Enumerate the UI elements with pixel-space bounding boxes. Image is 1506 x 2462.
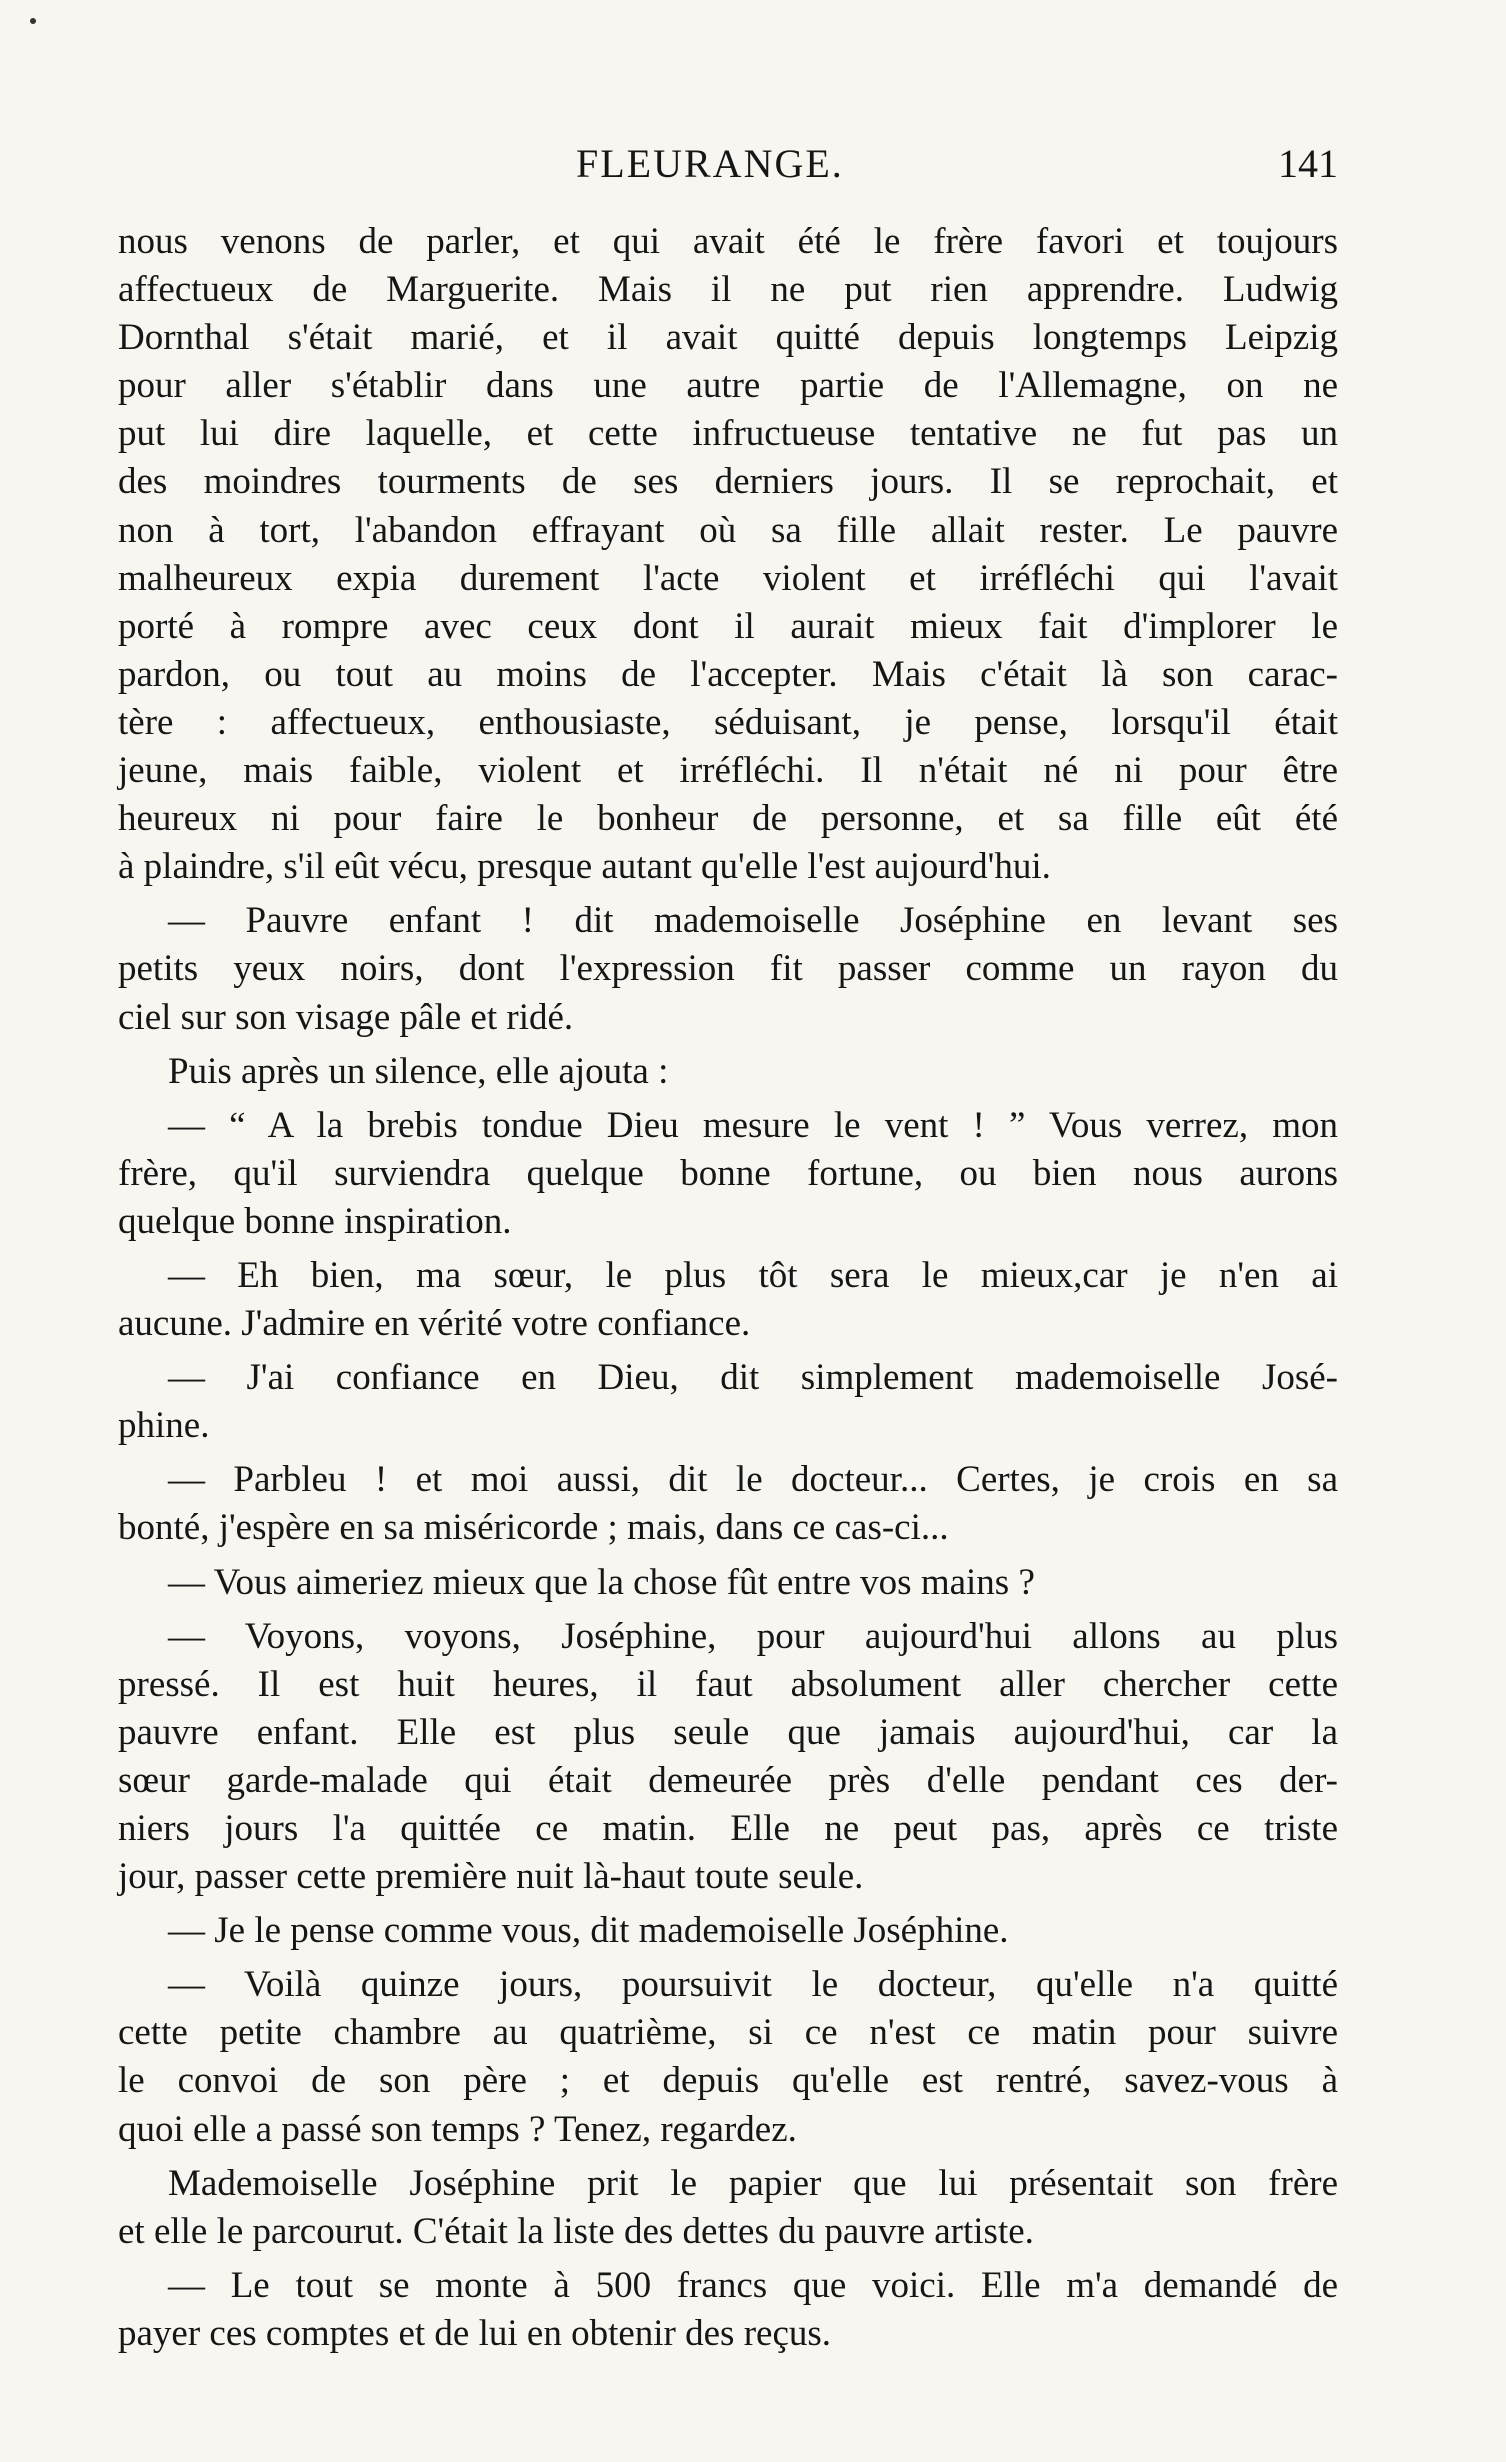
text-line: — Parbleu ! et moi aussi, dit le docteur... Certes, je crois en sa	[168, 1459, 1338, 1501]
text-line: — Pauvre enfant ! dit mademoiselle Joséphine en levant ses	[168, 900, 1338, 942]
text-line: — Voyons, voyons, Joséphine, pour aujourd'hui allons au plus	[168, 1615, 1338, 1657]
text-line: aucune. J'admire en vérité votre confiance.	[118, 1303, 751, 1345]
text-line: pauvre enfant. Elle est plus seule que jamais aujourd'hui, car la	[118, 1711, 1338, 1753]
corner-speck	[30, 18, 36, 24]
text-line: Mademoiselle Joséphine prit le papier que lui présentait son frère	[168, 2162, 1338, 2204]
body-text	[118, 218, 1338, 2358]
text-line: — Vous aimeriez mieux que la chose fût entre vos mains ?	[168, 1561, 1035, 1603]
text-line: phine.	[118, 1405, 210, 1447]
text-line: — Voilà quinze jours, poursuivit le docteur, qu'elle n'a quitté	[168, 1964, 1338, 2006]
text-line: affectueux de Marguerite. Mais il ne put rien apprendre. Ludwig	[118, 269, 1338, 311]
text-line: non à tort, l'abandon effrayant où sa fille allait rester. Le pauvre	[118, 509, 1338, 551]
text-line: porté à rompre avec ceux dont il aurait mieux fait d'implorer le	[118, 605, 1338, 647]
page-content	[118, 128, 1338, 2358]
text-line: des moindres tourments de ses derniers jours. Il se reprochait, et	[118, 461, 1338, 503]
text-line: nous venons de parler, et qui avait été le frère favori et toujours	[118, 221, 1338, 262]
text-line: payer ces comptes et de lui en obtenir des reçus.	[118, 2312, 832, 2354]
text-line: pressé. Il est huit heures, il faut absolument aller chercher cette	[118, 1663, 1338, 1705]
text-line: pardon, ou tout au moins de l'accepter. Mais c'était là son carac-	[118, 653, 1338, 695]
text-line: le convoi de son père ; et depuis qu'elle est rentré, savez-vous à	[118, 2060, 1338, 2102]
text-line: petits yeux noirs, dont l'expression fit passer comme un rayon du	[118, 948, 1338, 990]
text-line: — “ A la brebis tondue Dieu mesure le vent ! ” Vous verrez, mon	[168, 1104, 1338, 1146]
text-line: Dornthal s'était marié, et il avait quitté depuis longtemps Leipzig	[118, 317, 1338, 359]
text-line: — J'ai confiance en Dieu, dit simplement mademoiselle José-	[168, 1357, 1338, 1399]
text-line: frère, qu'il surviendra quelque bonne fortune, ou bien nous aurons	[118, 1152, 1338, 1194]
text-line: — Eh bien, ma sœur, le plus tôt sera le mieux,car je n'en ai	[168, 1254, 1338, 1296]
text-line: niers jours l'a quittée ce matin. Elle ne peut pas, après ce triste	[118, 1808, 1338, 1849]
text-line: ciel sur son visage pâle et ridé.	[118, 996, 574, 1038]
text-line: malheureux expia durement l'acte violent et irréfléchi qui l'avait	[118, 557, 1338, 599]
text-line: tère : affectueux, enthousiaste, séduisant, je pense, lorsqu'il était	[118, 701, 1338, 743]
text-line: jour, passer cette première nuit là-haut toute seule.	[118, 1856, 864, 1898]
page-header	[118, 128, 1338, 218]
text-line: quoi elle a passé son temps ? Tenez, regardez.	[118, 2108, 797, 2150]
text-line: put lui dire laquelle, et cette infructueuse tentative ne fut pas un	[118, 413, 1338, 455]
text-line: quelque bonne inspiration.	[118, 1200, 512, 1242]
text-line: sœur garde-malade qui était demeurée près d'elle pendant ces der-	[118, 1759, 1338, 1801]
text-line: et elle le parcourut. C'était la liste des dettes du pauvre artiste.	[118, 2210, 1034, 2252]
text-line: Puis après un silence, elle ajouta :	[168, 1050, 669, 1092]
text-line: heureux ni pour faire le bonheur de personne, et sa fille eût été	[118, 798, 1338, 840]
text-line: bonté, j'espère en sa miséricorde ; mais, dans ce cas-ci...	[118, 1507, 949, 1549]
text-line: jeune, mais faible, violent et irréfléchi. Il n'était né ni pour être	[118, 750, 1338, 792]
running-title: FLEURANGE.	[576, 141, 844, 186]
text-line: pour aller s'établir dans une autre partie de l'Allemagne, on ne	[118, 365, 1338, 407]
text-line: cette petite chambre au quatrième, si ce n'est ce matin pour suivre	[118, 2012, 1338, 2054]
text-line: — Le tout se monte à 500 francs que voici. Elle m'a demandé de	[168, 2264, 1338, 2306]
page-number: 141	[1278, 141, 1338, 186]
text-line: — Je le pense comme vous, dit mademoiselle Joséphine.	[168, 1910, 1009, 1952]
text-line: à plaindre, s'il eût vécu, presque autant qu'elle l'est aujourd'hui.	[118, 846, 1051, 888]
